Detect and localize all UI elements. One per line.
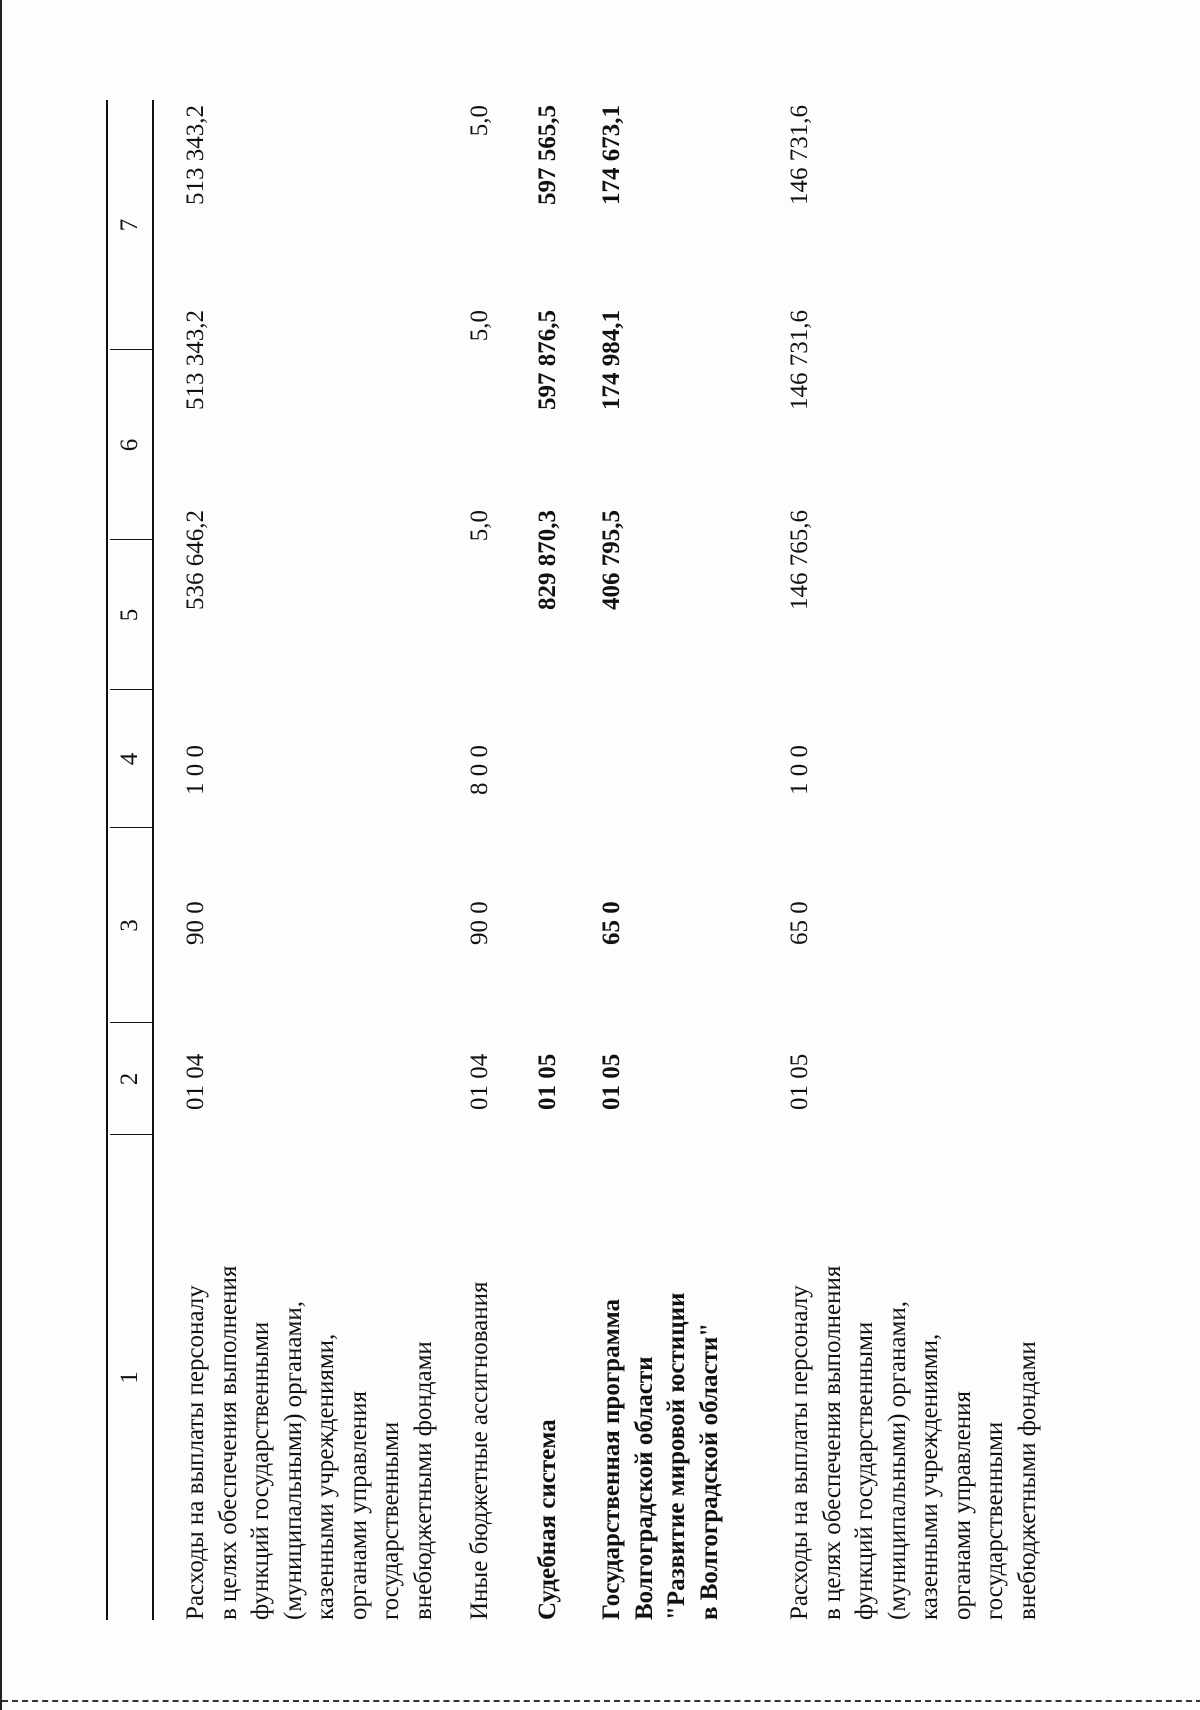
table-row-5-type: 1 0 0 (786, 745, 813, 795)
table-row-1-name: Расходы на выплаты персоналу в целях обеспечения выполнения функций государственными (муниципальными) органами, казенными учреждениями, органами управления государственными внебюджетными фондами (182, 1265, 437, 1620)
column-header-4: 4 (116, 752, 143, 766)
table-row-5-name: Расходы на выплаты персоналу в целях обеспечения выполнения функций государственными (муниципальными) органами, казенными учреждениями, органами управления государственными внебюджетными фондами (786, 1265, 1041, 1620)
table-row-2-type: 8 0 0 (466, 745, 493, 795)
table-row-3-col7: 597 565,5 (534, 105, 561, 205)
table-row-3-name: Судебная система (534, 1419, 561, 1620)
table-row-2-name: Иные бюджетные ассигнования (466, 1281, 493, 1620)
table-row-2-target: 90 0 (466, 901, 493, 945)
table-row-1-col6: 513 343,2 (182, 310, 209, 410)
table-row-5-col7: 146 731,6 (786, 105, 813, 205)
table-row-4-col6: 174 984,1 (598, 310, 625, 410)
column-header-6: 6 (116, 438, 143, 452)
table-row-5-col5: 146 765,6 (786, 510, 813, 610)
table-row-2-col7: 5,0 (466, 105, 493, 137)
table-row-2-section: 01 04 (466, 1053, 493, 1110)
table-row-5-col6: 146 731,6 (786, 310, 813, 410)
column-header-1: 1 (116, 1371, 143, 1384)
column-header-7: 7 (116, 218, 143, 232)
table-row-4-target: 65 0 (598, 901, 625, 945)
column-header-3: 3 (116, 919, 143, 932)
table-row-2-col6: 5,0 (466, 310, 493, 342)
table-row-3-col6: 597 876,5 (534, 310, 561, 410)
table-row-3-col5: 829 870,3 (534, 510, 561, 610)
table-row-1-col5: 536 646,2 (182, 510, 209, 610)
table-row-1-col7: 513 343,2 (182, 105, 209, 205)
table-row-5-section: 01 05 (786, 1053, 813, 1110)
page-bottom-edge (2, 1700, 1200, 1702)
table-top-rule (106, 100, 108, 1620)
table-row-2-col5: 5,0 (466, 510, 493, 542)
budget-table (2, 90, 1102, 1690)
table-row-1-target: 90 0 (182, 901, 209, 945)
table-row-1-section: 01 04 (182, 1053, 209, 1110)
table-row-4-name: Государственная программа Волгоградской области "Развитие мировой юстиции в Волгоградской области" (598, 1292, 723, 1620)
table-row-4-col7: 174 673,1 (598, 105, 625, 205)
table-header-rule (152, 100, 154, 1620)
column-header-2: 2 (116, 1072, 143, 1086)
table-row-4-section: 01 05 (598, 1053, 625, 1110)
table-row-5-target: 65 0 (786, 901, 813, 945)
table-row-3-section: 01 05 (534, 1053, 561, 1110)
table-row-4-col5: 406 795,5 (598, 510, 625, 610)
table-row-1-type: 1 0 0 (182, 745, 209, 795)
column-header-5: 5 (116, 608, 143, 622)
